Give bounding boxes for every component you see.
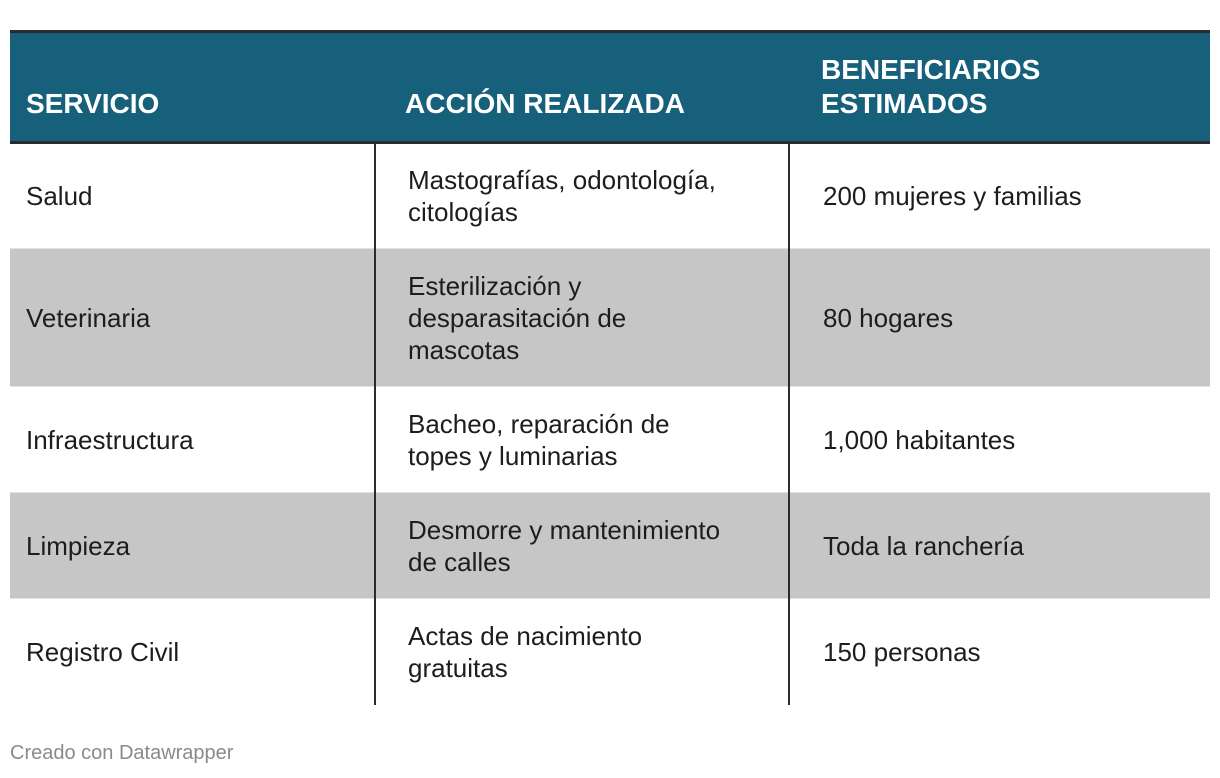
header-servicio-label: SERVICIO (26, 88, 160, 119)
header-row (10, 32, 1210, 143)
cell-beneficiarios: 200 mujeres y familias (789, 143, 1210, 249)
cell-servicio: Veterinaria (10, 249, 375, 387)
cell-accion-line: Mastografías, odontología, (408, 165, 716, 195)
header-accion[interactable] (375, 32, 789, 143)
cell-beneficiarios: 1,000 habitantes (789, 387, 1210, 493)
table-body (10, 143, 1210, 705)
header-beneficiarios[interactable] (789, 32, 1210, 143)
header-servicio[interactable] (10, 32, 375, 143)
table-row (10, 143, 1210, 249)
cell-accion-line: desparasitación de (408, 302, 627, 333)
datawrapper-credit[interactable]: Creado con Datawrapper (10, 742, 234, 764)
cell-beneficiarios: Toda la ranchería (789, 493, 1210, 599)
cell-accion-line: mascotas (408, 334, 520, 365)
cell-accion-line: Bacheo, reparación de (408, 408, 670, 439)
cell-accion-line: citologías (408, 197, 518, 227)
services-table (10, 30, 1210, 705)
cell-accion-line: Esterilización y (408, 270, 582, 301)
cell-accion-line: Actas de nacimiento (408, 620, 643, 651)
header-accion-label: ACCIÓN REALIZADA (405, 88, 685, 119)
cell-servicio: Registro Civil (26, 636, 180, 667)
cell-accion (375, 387, 789, 493)
cell-accion (375, 599, 789, 705)
table-row (10, 599, 1210, 705)
cell-servicio: Limpieza (10, 493, 375, 599)
cell-accion (375, 143, 789, 249)
table-row (10, 249, 1210, 387)
table-row (10, 387, 1210, 493)
cell-accion-line: de calles (408, 546, 511, 577)
cell-accion-line: Desmorre y mantenimiento (408, 514, 721, 545)
services-table-container (10, 30, 1210, 705)
cell-beneficiarios: 150 personas (789, 599, 1210, 705)
table-header (10, 32, 1210, 143)
cell-accion-line: gratuitas (408, 652, 508, 683)
cell-accion (375, 249, 789, 387)
table-row (10, 493, 1210, 599)
cell-accion (375, 493, 789, 599)
cell-accion-line: topes y luminarias (408, 440, 618, 471)
cell-servicio: Infraestructura (10, 387, 375, 493)
header-beneficiarios-label-line2: ESTIMADOS (821, 88, 988, 119)
header-beneficiarios-label-line1: BENEFICIARIOS (821, 54, 1041, 85)
cell-beneficiarios: 80 hogares (789, 249, 1210, 387)
cell-servicio: Salud (10, 143, 375, 249)
